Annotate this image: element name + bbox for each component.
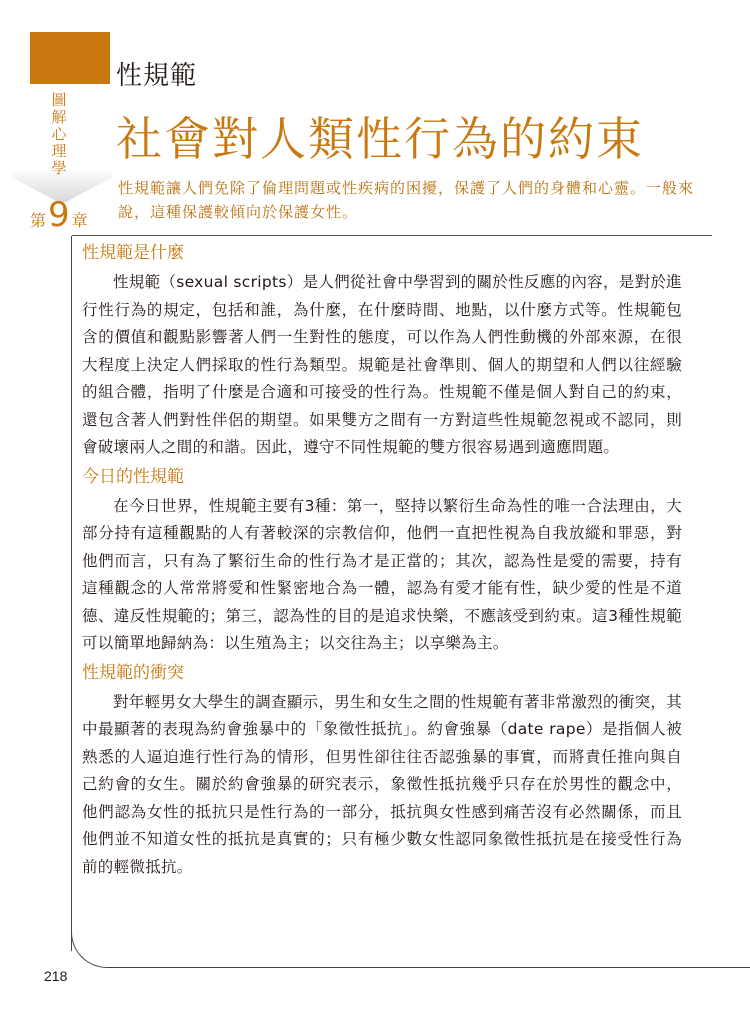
chapter-tab-block <box>30 32 110 84</box>
section-today <box>82 464 682 658</box>
page-number: 218 <box>44 968 68 984</box>
section-heading: 今日的性規範 <box>82 466 184 487</box>
section-heading: 性規範是什麼 <box>82 243 184 263</box>
chapter-prefix: 第 <box>30 211 47 230</box>
chapter-number: 9 <box>48 195 70 235</box>
section-heading: 性規範的衝突 <box>82 662 184 683</box>
left-margin-rule <box>71 236 72 951</box>
page-subtitle: 性規範 <box>116 61 198 91</box>
series-title: 圖解心理學 <box>51 91 67 177</box>
intro-divider <box>72 235 712 236</box>
section-what-is <box>82 240 682 462</box>
page-content <box>82 238 682 883</box>
section-conflict <box>82 660 682 882</box>
intro-summary: 性規範讓人們免除了倫理問題或性疾病的困擾，保護了人們的身體和心靈。一般來說，這種保護較傾向於保護女性。 <box>118 179 695 221</box>
section-paragraph: 性規範（sexual scripts）是人們從社會中學習到的關於性反應的內容，是對於進行性行為的規定，包括和誰，為什麼，在什麼時間、地點，以什麼方式等。性規範包含的價值和觀點影響著人們一生對性的態度，可以作為人們性動機的外部來源，在很大程度上決定人們採取的性行為類型。規範是社會準則、個人的期望和人們以往經驗的組合體，指明了什麼是合適和可接受的性行為。性規範不僅是個人對自己的約束，還包含著人們對性伴侶的期望。如果雙方之間有一方對這些性規範忽視或不認同，則會破壞兩人之間的和諧。因此，遵守不同性規範的雙方很容易遇到適應問題。 <box>82 273 682 456</box>
section-paragraph: 在今日世界，性規範主要有3種：第一，堅持以繁衍生命為性的唯一合法理由，大部分持有這種觀點的人有著較深的宗教信仰，他們一直把性視為自我放縱和罪惡，對他們而言，只有為了繁衍生命的性行為才是正當的；其次，認為性是愛的需要，持有這種觀念的人常常將愛和性緊密地合為一體，認為有愛才能有性，缺少愛的性是不道德、違反性規範的；第三，認為性的目的是追求快樂，不應該受到約束。這3種性規範可以簡單地歸納為：以生殖為主；以交往為主；以享樂為主。 <box>82 496 682 652</box>
chapter-label <box>30 195 88 235</box>
bottom-frame-curve <box>71 930 750 968</box>
page-title: 社會對人類性行為的約束 <box>116 112 644 166</box>
chapter-suffix: 章 <box>71 211 88 230</box>
section-paragraph: 對年輕男女大學生的調查顯示，男生和女生之間的性規範有著非常激烈的衝突，其中最顯著的表現為約會強暴中的「象徵性抵抗」。約會強暴（date rape）是指個人被熟悉的人逼迫進行性行為的情形，但男性卻往往否認強暴的事實，而將責任推向與自己約會的女生。關於約會強暴的研究表示，象徵性抵抗幾乎只存在於男性的觀念中，他們認為女性的抵抗只是性行為的一部分，抵抗與女性感到痛苦沒有必然關係，而且他們並不知道女性的抵抗是真實的；只有極少數女性認同象徵性抵抗是在接受性行為前的輕微抵抗。 <box>82 692 682 876</box>
